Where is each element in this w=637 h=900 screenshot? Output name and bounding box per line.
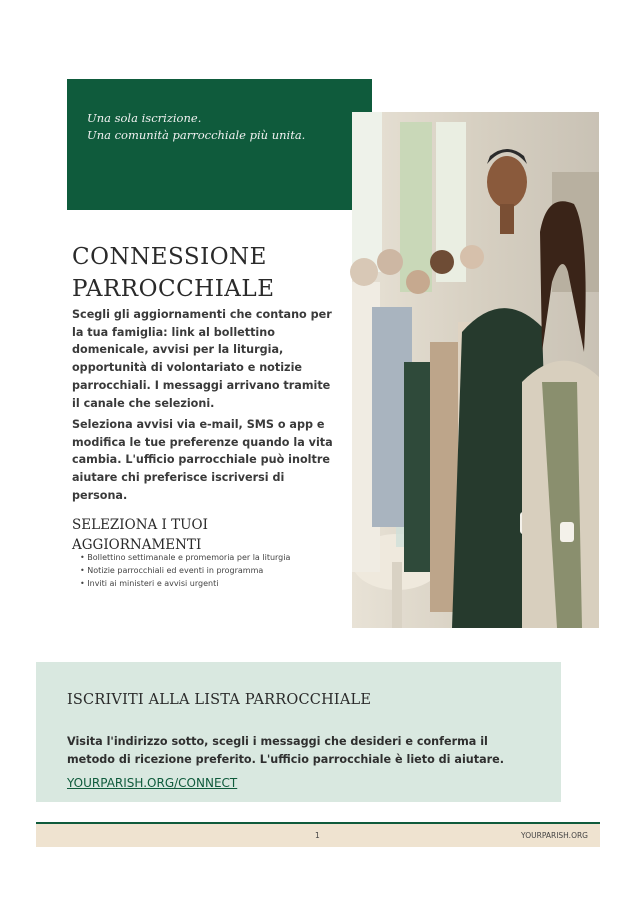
signup-body: Visita l'indirizzo sotto, scegli i messaggi che desideri e conferma il metodo di ricezione preferito. L'ufficio parrocchiale è lieto di aiutare.	[67, 735, 505, 766]
list-item: • Notizie parrocchiali ed eventi in programma	[80, 564, 290, 577]
page-number: 1	[315, 831, 320, 840]
list-item: • Inviti ai ministeri e avvisi urgenti	[80, 577, 290, 590]
connect-link[interactable]: YOURPARISH.ORG/CONNECT	[67, 776, 238, 790]
tagline-line-1: Una sola iscrizione.	[87, 111, 202, 125]
details-paragraph: Seleziona avvisi via e-mail, SMS o app e modifica le tue preferenze quando la vita cambia. L'ufficio parrocchiale può inoltre aiutare chi preferisce iscriversi di persona.	[72, 418, 333, 502]
signup-title: ISCRIVITI ALLA LISTA PARROCCHIALE	[67, 692, 372, 708]
signup-panel	[36, 662, 561, 802]
list-item: • Bollettino settimanale e promemoria per la liturgia	[80, 551, 290, 564]
intro-paragraph: Scegli gli aggiornamenti che contano per la tua famiglia: link al bollettino domenicale, avvisi per la liturgia, opportunità di volontariato e notizie parrocchiali. I messaggi arrivano tramite il canale che selezioni.	[72, 308, 332, 410]
page-footer	[36, 822, 600, 847]
tagline-line-2: Una comunità parrocchiale più unita.	[87, 128, 306, 142]
page-title: CONNESSIONE PARROCCHIALE	[72, 244, 275, 302]
parishioners-photo	[352, 112, 599, 628]
footer-site: YOURPARISH.ORG	[521, 831, 588, 840]
updates-list	[80, 551, 290, 590]
updates-subheading: SELEZIONA I TUOI AGGIORNAMENTI	[72, 517, 208, 553]
hero-banner	[67, 79, 372, 210]
hero-tagline	[87, 110, 305, 144]
